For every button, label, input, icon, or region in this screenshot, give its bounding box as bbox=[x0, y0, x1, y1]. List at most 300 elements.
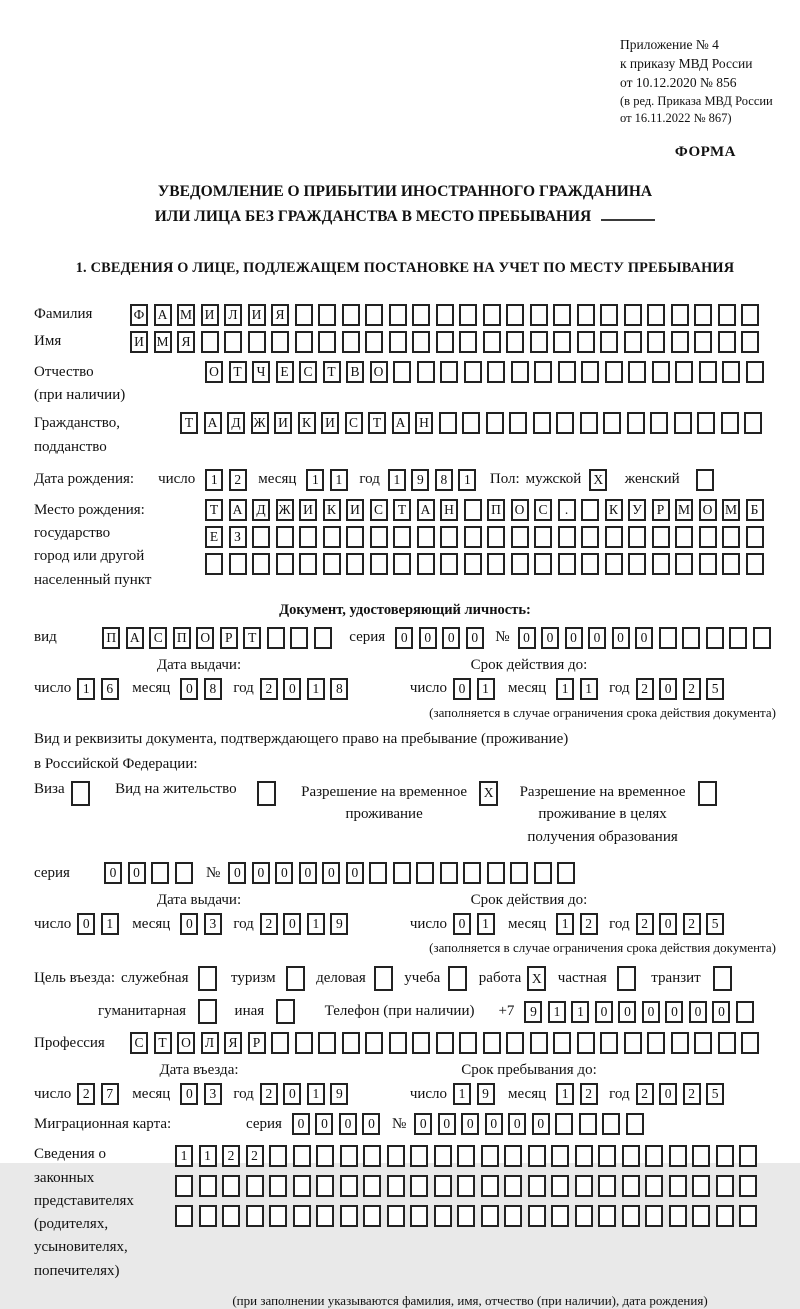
char-cell[interactable]: 8 bbox=[204, 678, 222, 700]
char-cell[interactable] bbox=[387, 1205, 405, 1227]
char-cell[interactable]: 0 bbox=[339, 1113, 357, 1135]
char-cell[interactable]: 2 bbox=[683, 913, 701, 935]
char-cell[interactable]: 0 bbox=[642, 1001, 660, 1023]
char-cell[interactable] bbox=[741, 1032, 759, 1054]
char-cell[interactable]: 1 bbox=[77, 678, 95, 700]
char-cell[interactable] bbox=[671, 1032, 689, 1054]
char-cell[interactable] bbox=[464, 361, 482, 383]
char-cell[interactable] bbox=[369, 862, 387, 884]
char-cell[interactable]: Т bbox=[205, 499, 223, 521]
char-cell[interactable] bbox=[440, 553, 458, 575]
char-cell[interactable] bbox=[581, 499, 599, 521]
char-cell[interactable] bbox=[675, 361, 693, 383]
char-cell[interactable] bbox=[553, 1032, 571, 1054]
char-cell[interactable]: 9 bbox=[330, 1083, 348, 1105]
char-cell[interactable]: М bbox=[722, 499, 740, 521]
char-cell[interactable] bbox=[671, 331, 689, 353]
char-cell[interactable] bbox=[692, 1145, 710, 1167]
char-cell[interactable]: 0 bbox=[283, 678, 301, 700]
char-cell[interactable] bbox=[222, 1205, 240, 1227]
char-cell[interactable]: И bbox=[248, 304, 266, 326]
char-cell[interactable] bbox=[293, 1205, 311, 1227]
char-cell[interactable] bbox=[581, 361, 599, 383]
char-cell[interactable]: 1 bbox=[548, 1001, 566, 1023]
char-cell[interactable] bbox=[645, 1205, 663, 1227]
char-cell[interactable] bbox=[530, 304, 548, 326]
char-cell[interactable]: 0 bbox=[689, 1001, 707, 1023]
char-cell[interactable]: 9 bbox=[411, 469, 429, 491]
char-cell[interactable] bbox=[299, 526, 317, 548]
char-cell[interactable] bbox=[393, 862, 411, 884]
char-cell[interactable] bbox=[393, 553, 411, 575]
char-cell[interactable] bbox=[575, 1205, 593, 1227]
char-cell[interactable] bbox=[598, 1145, 616, 1167]
char-cell[interactable]: И bbox=[201, 304, 219, 326]
char-cell[interactable]: Б bbox=[746, 499, 764, 521]
char-cell[interactable] bbox=[342, 304, 360, 326]
char-cell[interactable] bbox=[316, 1145, 334, 1167]
char-cell[interactable]: 1 bbox=[330, 469, 348, 491]
char-cell[interactable]: 1 bbox=[556, 678, 574, 700]
char-cell[interactable] bbox=[323, 526, 341, 548]
char-cell[interactable] bbox=[647, 304, 665, 326]
char-cell[interactable] bbox=[481, 1205, 499, 1227]
char-cell[interactable] bbox=[696, 469, 714, 491]
char-cell[interactable] bbox=[198, 999, 217, 1024]
char-cell[interactable] bbox=[316, 1205, 334, 1227]
char-cell[interactable]: 0 bbox=[414, 1113, 432, 1135]
char-cell[interactable]: 0 bbox=[508, 1113, 526, 1135]
char-cell[interactable] bbox=[370, 553, 388, 575]
char-cell[interactable] bbox=[739, 1175, 757, 1197]
char-cell[interactable]: 0 bbox=[180, 913, 198, 935]
char-cell[interactable]: Т bbox=[180, 412, 198, 434]
char-cell[interactable]: . bbox=[558, 499, 576, 521]
char-cell[interactable] bbox=[551, 1145, 569, 1167]
char-cell[interactable]: 1 bbox=[307, 678, 325, 700]
char-cell[interactable]: 3 bbox=[204, 1083, 222, 1105]
char-cell[interactable]: 0 bbox=[485, 1113, 503, 1135]
char-cell[interactable] bbox=[199, 1175, 217, 1197]
char-cell[interactable] bbox=[555, 1113, 573, 1135]
char-cell[interactable]: 0 bbox=[252, 862, 270, 884]
char-cell[interactable]: 0 bbox=[104, 862, 122, 884]
char-cell[interactable]: 0 bbox=[283, 913, 301, 935]
char-cell[interactable] bbox=[440, 526, 458, 548]
char-cell[interactable] bbox=[598, 1205, 616, 1227]
char-cell[interactable] bbox=[389, 304, 407, 326]
char-cell[interactable]: И bbox=[346, 499, 364, 521]
char-cell[interactable] bbox=[617, 966, 636, 991]
char-cell[interactable] bbox=[462, 412, 480, 434]
char-cell[interactable]: 0 bbox=[322, 862, 340, 884]
char-cell[interactable] bbox=[363, 1205, 381, 1227]
char-cell[interactable]: Л bbox=[201, 1032, 219, 1054]
char-cell[interactable]: 0 bbox=[588, 627, 606, 649]
char-cell[interactable] bbox=[624, 1032, 642, 1054]
char-cell[interactable]: 0 bbox=[659, 1083, 677, 1105]
char-cell[interactable] bbox=[739, 1145, 757, 1167]
char-cell[interactable] bbox=[729, 627, 747, 649]
char-cell[interactable] bbox=[222, 1175, 240, 1197]
char-cell[interactable]: К bbox=[298, 412, 316, 434]
char-cell[interactable]: Р bbox=[652, 499, 670, 521]
char-cell[interactable]: 1 bbox=[477, 678, 495, 700]
char-cell[interactable] bbox=[509, 412, 527, 434]
char-cell[interactable] bbox=[504, 1205, 522, 1227]
char-cell[interactable] bbox=[346, 526, 364, 548]
char-cell[interactable] bbox=[271, 331, 289, 353]
char-cell[interactable]: А bbox=[229, 499, 247, 521]
char-cell[interactable] bbox=[248, 331, 266, 353]
char-cell[interactable]: 0 bbox=[618, 1001, 636, 1023]
char-cell[interactable]: 9 bbox=[524, 1001, 542, 1023]
char-cell[interactable] bbox=[692, 1205, 710, 1227]
char-cell[interactable]: 1 bbox=[580, 678, 598, 700]
char-cell[interactable] bbox=[295, 331, 313, 353]
char-cell[interactable] bbox=[440, 361, 458, 383]
char-cell[interactable] bbox=[199, 1205, 217, 1227]
char-cell[interactable]: 1 bbox=[307, 1083, 325, 1105]
char-cell[interactable] bbox=[257, 781, 276, 806]
char-cell[interactable] bbox=[463, 862, 481, 884]
char-cell[interactable] bbox=[295, 1032, 313, 1054]
char-cell[interactable] bbox=[205, 553, 223, 575]
char-cell[interactable] bbox=[626, 1113, 644, 1135]
char-cell[interactable]: С bbox=[345, 412, 363, 434]
char-cell[interactable]: Я bbox=[224, 1032, 242, 1054]
char-cell[interactable] bbox=[457, 1145, 475, 1167]
char-cell[interactable]: 1 bbox=[556, 913, 574, 935]
char-cell[interactable] bbox=[530, 331, 548, 353]
char-cell[interactable] bbox=[417, 526, 435, 548]
char-cell[interactable]: Д bbox=[252, 499, 270, 521]
char-cell[interactable] bbox=[175, 1205, 193, 1227]
char-cell[interactable] bbox=[510, 862, 528, 884]
char-cell[interactable]: И bbox=[299, 499, 317, 521]
char-cell[interactable] bbox=[412, 331, 430, 353]
char-cell[interactable] bbox=[605, 553, 623, 575]
char-cell[interactable] bbox=[246, 1205, 264, 1227]
char-cell[interactable] bbox=[600, 1032, 618, 1054]
char-cell[interactable] bbox=[511, 526, 529, 548]
char-cell[interactable] bbox=[459, 331, 477, 353]
char-cell[interactable] bbox=[652, 361, 670, 383]
char-cell[interactable] bbox=[647, 1032, 665, 1054]
char-cell[interactable] bbox=[622, 1205, 640, 1227]
char-cell[interactable]: 3 bbox=[204, 913, 222, 935]
char-cell[interactable] bbox=[692, 1175, 710, 1197]
char-cell[interactable]: О bbox=[205, 361, 223, 383]
char-cell[interactable] bbox=[746, 526, 764, 548]
char-cell[interactable]: 0 bbox=[532, 1113, 550, 1135]
char-cell[interactable]: Ф bbox=[130, 304, 148, 326]
char-cell[interactable]: 2 bbox=[636, 678, 654, 700]
char-cell[interactable]: А bbox=[204, 412, 222, 434]
char-cell[interactable] bbox=[340, 1205, 358, 1227]
char-cell[interactable]: 0 bbox=[292, 1113, 310, 1135]
char-cell[interactable]: В bbox=[346, 361, 364, 383]
char-cell[interactable]: 5 bbox=[706, 678, 724, 700]
char-cell[interactable] bbox=[534, 361, 552, 383]
char-cell[interactable] bbox=[267, 627, 285, 649]
char-cell[interactable] bbox=[628, 553, 646, 575]
char-cell[interactable] bbox=[481, 1145, 499, 1167]
char-cell[interactable] bbox=[459, 1032, 477, 1054]
char-cell[interactable]: А bbox=[154, 304, 172, 326]
char-cell[interactable] bbox=[722, 553, 740, 575]
char-cell[interactable] bbox=[671, 304, 689, 326]
char-cell[interactable]: О bbox=[177, 1032, 195, 1054]
char-cell[interactable]: М bbox=[154, 331, 172, 353]
char-cell[interactable]: 0 bbox=[518, 627, 536, 649]
char-cell[interactable]: 6 bbox=[101, 678, 119, 700]
char-cell[interactable] bbox=[624, 331, 642, 353]
char-cell[interactable] bbox=[718, 304, 736, 326]
char-cell[interactable]: 5 bbox=[706, 913, 724, 935]
char-cell[interactable] bbox=[363, 1175, 381, 1197]
char-cell[interactable] bbox=[252, 526, 270, 548]
char-cell[interactable] bbox=[575, 1175, 593, 1197]
char-cell[interactable] bbox=[528, 1175, 546, 1197]
char-cell[interactable]: 0 bbox=[659, 913, 677, 935]
char-cell[interactable] bbox=[669, 1175, 687, 1197]
char-cell[interactable] bbox=[487, 526, 505, 548]
char-cell[interactable]: З bbox=[229, 526, 247, 548]
char-cell[interactable] bbox=[721, 412, 739, 434]
char-cell[interactable] bbox=[393, 526, 411, 548]
char-cell[interactable] bbox=[271, 1032, 289, 1054]
char-cell[interactable] bbox=[652, 553, 670, 575]
char-cell[interactable]: 0 bbox=[438, 1113, 456, 1135]
char-cell[interactable] bbox=[698, 781, 717, 806]
char-cell[interactable] bbox=[506, 304, 524, 326]
char-cell[interactable]: Т bbox=[154, 1032, 172, 1054]
char-cell[interactable] bbox=[746, 361, 764, 383]
char-cell[interactable] bbox=[530, 1032, 548, 1054]
char-cell[interactable] bbox=[598, 1175, 616, 1197]
char-cell[interactable]: X bbox=[479, 781, 498, 806]
char-cell[interactable] bbox=[669, 1205, 687, 1227]
char-cell[interactable]: К bbox=[605, 499, 623, 521]
char-cell[interactable] bbox=[674, 412, 692, 434]
char-cell[interactable]: Я bbox=[271, 304, 289, 326]
char-cell[interactable] bbox=[365, 331, 383, 353]
char-cell[interactable] bbox=[318, 331, 336, 353]
char-cell[interactable] bbox=[528, 1205, 546, 1227]
char-cell[interactable] bbox=[434, 1175, 452, 1197]
char-cell[interactable] bbox=[506, 331, 524, 353]
char-cell[interactable] bbox=[417, 553, 435, 575]
char-cell[interactable]: 0 bbox=[180, 678, 198, 700]
char-cell[interactable] bbox=[699, 526, 717, 548]
char-cell[interactable] bbox=[533, 412, 551, 434]
char-cell[interactable]: О bbox=[370, 361, 388, 383]
char-cell[interactable] bbox=[553, 304, 571, 326]
char-cell[interactable] bbox=[650, 412, 668, 434]
char-cell[interactable] bbox=[412, 304, 430, 326]
char-cell[interactable] bbox=[316, 1175, 334, 1197]
char-cell[interactable]: 2 bbox=[222, 1145, 240, 1167]
char-cell[interactable]: 0 bbox=[461, 1113, 479, 1135]
char-cell[interactable]: 0 bbox=[228, 862, 246, 884]
char-cell[interactable]: 0 bbox=[612, 627, 630, 649]
char-cell[interactable] bbox=[577, 304, 595, 326]
char-cell[interactable]: К bbox=[323, 499, 341, 521]
char-cell[interactable] bbox=[286, 966, 305, 991]
char-cell[interactable]: О bbox=[196, 627, 214, 649]
char-cell[interactable] bbox=[602, 1113, 620, 1135]
char-cell[interactable] bbox=[342, 331, 360, 353]
char-cell[interactable] bbox=[647, 331, 665, 353]
char-cell[interactable] bbox=[269, 1205, 287, 1227]
char-cell[interactable]: 1 bbox=[199, 1145, 217, 1167]
char-cell[interactable]: 0 bbox=[659, 678, 677, 700]
char-cell[interactable]: С bbox=[130, 1032, 148, 1054]
char-cell[interactable]: 0 bbox=[395, 627, 413, 649]
char-cell[interactable]: 8 bbox=[330, 678, 348, 700]
char-cell[interactable]: С bbox=[534, 499, 552, 521]
char-cell[interactable] bbox=[504, 1175, 522, 1197]
char-cell[interactable] bbox=[534, 862, 552, 884]
char-cell[interactable]: Е bbox=[205, 526, 223, 548]
char-cell[interactable]: М bbox=[675, 499, 693, 521]
char-cell[interactable]: Я bbox=[177, 331, 195, 353]
char-cell[interactable] bbox=[675, 526, 693, 548]
char-cell[interactable] bbox=[295, 304, 313, 326]
char-cell[interactable] bbox=[659, 627, 677, 649]
char-cell[interactable] bbox=[603, 412, 621, 434]
char-cell[interactable]: Д bbox=[227, 412, 245, 434]
char-cell[interactable] bbox=[581, 553, 599, 575]
char-cell[interactable] bbox=[511, 361, 529, 383]
char-cell[interactable] bbox=[410, 1175, 428, 1197]
char-cell[interactable]: С bbox=[370, 499, 388, 521]
char-cell[interactable] bbox=[716, 1175, 734, 1197]
char-cell[interactable]: 0 bbox=[128, 862, 146, 884]
char-cell[interactable] bbox=[553, 331, 571, 353]
char-cell[interactable] bbox=[448, 966, 467, 991]
char-cell[interactable] bbox=[151, 862, 169, 884]
char-cell[interactable] bbox=[605, 526, 623, 548]
char-cell[interactable] bbox=[746, 553, 764, 575]
char-cell[interactable]: 2 bbox=[683, 1083, 701, 1105]
char-cell[interactable]: 1 bbox=[556, 1083, 574, 1105]
char-cell[interactable] bbox=[224, 331, 242, 353]
char-cell[interactable]: А bbox=[392, 412, 410, 434]
char-cell[interactable]: 2 bbox=[580, 1083, 598, 1105]
char-cell[interactable] bbox=[340, 1175, 358, 1197]
char-cell[interactable]: 2 bbox=[260, 913, 278, 935]
char-cell[interactable] bbox=[434, 1145, 452, 1167]
char-cell[interactable] bbox=[387, 1175, 405, 1197]
char-cell[interactable] bbox=[318, 1032, 336, 1054]
char-cell[interactable]: А bbox=[126, 627, 144, 649]
char-cell[interactable]: Р bbox=[220, 627, 238, 649]
char-cell[interactable] bbox=[436, 304, 454, 326]
char-cell[interactable]: Е bbox=[276, 361, 294, 383]
char-cell[interactable]: Т bbox=[229, 361, 247, 383]
char-cell[interactable] bbox=[340, 1145, 358, 1167]
char-cell[interactable] bbox=[699, 553, 717, 575]
char-cell[interactable]: 0 bbox=[453, 678, 471, 700]
char-cell[interactable] bbox=[323, 553, 341, 575]
char-cell[interactable] bbox=[487, 862, 505, 884]
char-cell[interactable] bbox=[694, 304, 712, 326]
char-cell[interactable]: 1 bbox=[306, 469, 324, 491]
char-cell[interactable]: 1 bbox=[458, 469, 476, 491]
char-cell[interactable] bbox=[410, 1205, 428, 1227]
char-cell[interactable]: 1 bbox=[101, 913, 119, 935]
char-cell[interactable] bbox=[558, 526, 576, 548]
char-cell[interactable]: О bbox=[511, 499, 529, 521]
char-cell[interactable]: 0 bbox=[275, 862, 293, 884]
char-cell[interactable] bbox=[682, 627, 700, 649]
char-cell[interactable]: А bbox=[417, 499, 435, 521]
char-cell[interactable] bbox=[175, 862, 193, 884]
char-cell[interactable] bbox=[389, 1032, 407, 1054]
char-cell[interactable] bbox=[558, 361, 576, 383]
char-cell[interactable] bbox=[557, 862, 575, 884]
char-cell[interactable]: Л bbox=[224, 304, 242, 326]
char-cell[interactable]: 2 bbox=[260, 678, 278, 700]
char-cell[interactable] bbox=[713, 966, 732, 991]
char-cell[interactable] bbox=[699, 361, 717, 383]
char-cell[interactable]: 1 bbox=[175, 1145, 193, 1167]
char-cell[interactable] bbox=[318, 304, 336, 326]
char-cell[interactable] bbox=[459, 304, 477, 326]
char-cell[interactable] bbox=[605, 361, 623, 383]
char-cell[interactable] bbox=[669, 1145, 687, 1167]
char-cell[interactable] bbox=[487, 553, 505, 575]
char-cell[interactable] bbox=[534, 526, 552, 548]
char-cell[interactable]: X bbox=[589, 469, 607, 491]
char-cell[interactable] bbox=[483, 304, 501, 326]
char-cell[interactable] bbox=[342, 1032, 360, 1054]
char-cell[interactable]: 1 bbox=[388, 469, 406, 491]
char-cell[interactable] bbox=[293, 1175, 311, 1197]
char-cell[interactable] bbox=[314, 627, 332, 649]
char-cell[interactable]: П bbox=[173, 627, 191, 649]
char-cell[interactable] bbox=[579, 1113, 597, 1135]
char-cell[interactable] bbox=[511, 553, 529, 575]
char-cell[interactable]: И bbox=[321, 412, 339, 434]
char-cell[interactable] bbox=[694, 1032, 712, 1054]
char-cell[interactable]: Ж bbox=[251, 412, 269, 434]
char-cell[interactable]: 5 bbox=[706, 1083, 724, 1105]
char-cell[interactable] bbox=[706, 627, 724, 649]
char-cell[interactable] bbox=[416, 862, 434, 884]
char-cell[interactable]: 0 bbox=[315, 1113, 333, 1135]
char-cell[interactable]: 0 bbox=[635, 627, 653, 649]
char-cell[interactable] bbox=[464, 499, 482, 521]
char-cell[interactable]: 2 bbox=[77, 1083, 95, 1105]
char-cell[interactable] bbox=[736, 1001, 754, 1023]
char-cell[interactable] bbox=[229, 553, 247, 575]
char-cell[interactable]: 0 bbox=[541, 627, 559, 649]
char-cell[interactable] bbox=[716, 1145, 734, 1167]
char-cell[interactable]: 0 bbox=[665, 1001, 683, 1023]
char-cell[interactable] bbox=[464, 526, 482, 548]
char-cell[interactable] bbox=[556, 412, 574, 434]
char-cell[interactable] bbox=[558, 553, 576, 575]
char-cell[interactable] bbox=[675, 553, 693, 575]
char-cell[interactable] bbox=[481, 1175, 499, 1197]
char-cell[interactable]: 0 bbox=[453, 913, 471, 935]
char-cell[interactable] bbox=[722, 526, 740, 548]
char-cell[interactable] bbox=[365, 304, 383, 326]
char-cell[interactable] bbox=[389, 331, 407, 353]
